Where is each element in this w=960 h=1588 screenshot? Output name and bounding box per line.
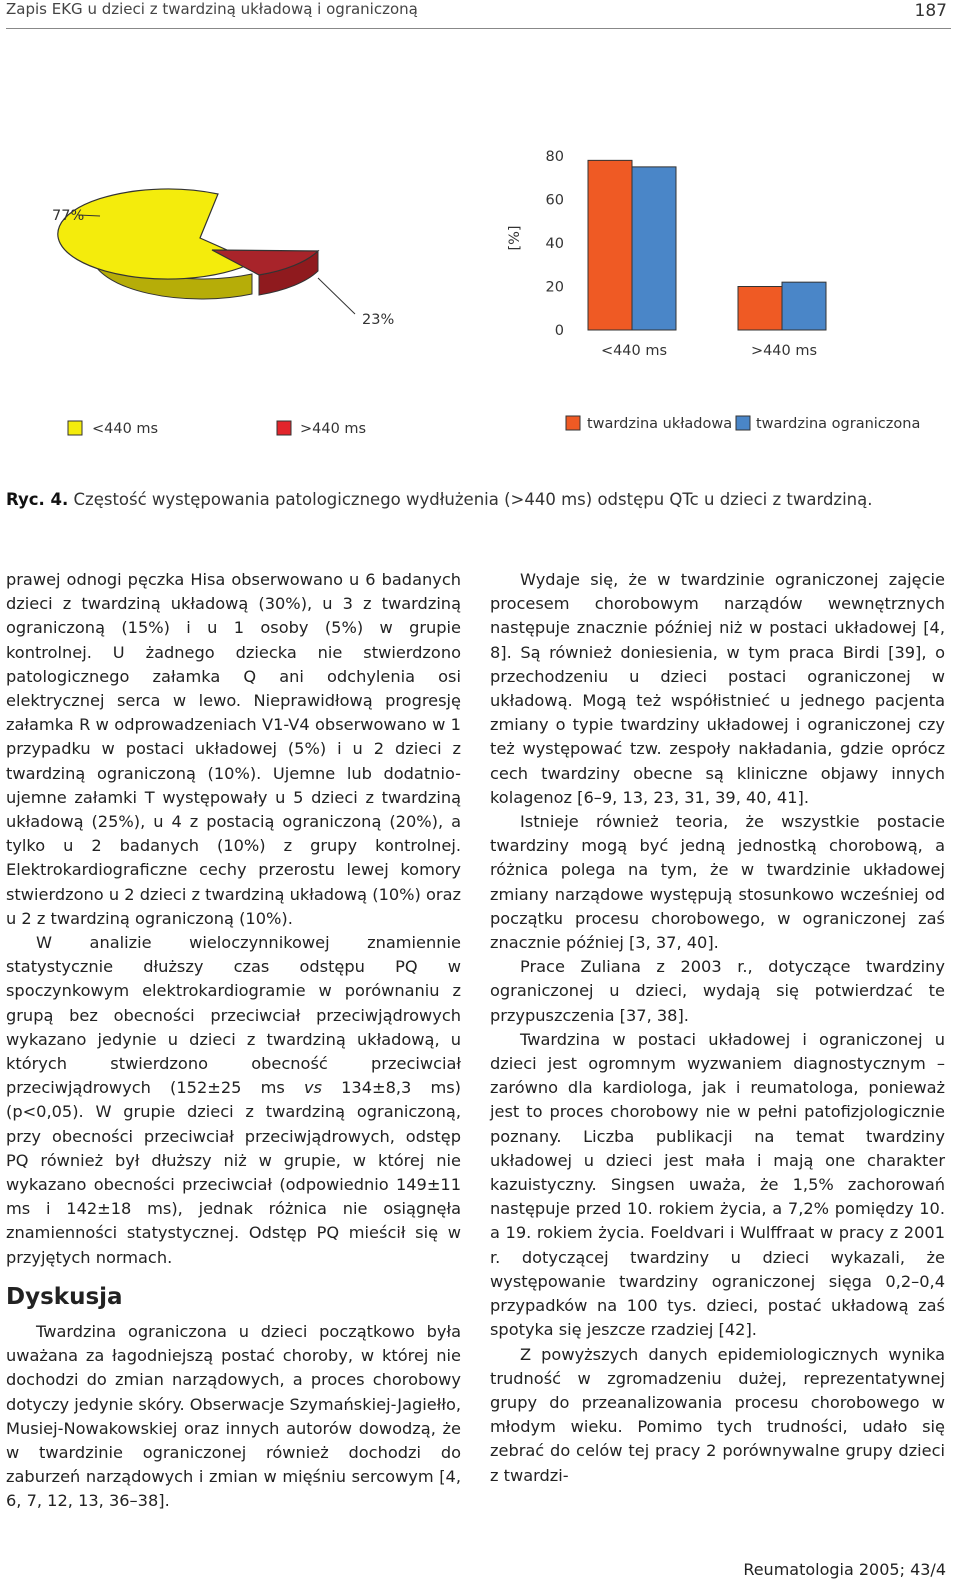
y-tick-label-4: 80 <box>545 149 564 165</box>
paragraph-part: 134±8,3 ms) (p<0,05). W grupie dzieci z twardziną ograniczoną, przy obecności przeciwciał przeciwjądrowych, odstęp PQ również był dłuższy niż w grupie, w której nie wykazano obecności przeciwciał (odpowiednio 149±11 ms i 142±18 ms), jednak różnica nie osiągnęła znamienności statystycznej. Odstęp PQ mieścił się w przyjętych normach. <box>6 1078 461 1267</box>
right-column <box>490 568 945 1488</box>
section-heading: Dyskusja <box>6 1283 123 1310</box>
legend-swatch-blue <box>736 416 750 430</box>
pie-label-77: 77% <box>52 208 85 224</box>
paragraph: Wydaje się, że w twardzinie ograniczonej zajęcie procesem chorobowym narządów wewnętrznych następuje znacznie później niż w postaci układowej [4, 8]. Są również doniesienia, w tym praca Birdi [39], o przechodzeniu u dzieci postaci ograniczonej w układową. Mogą też współistnieć u jednego pacjenta zmiany o typie twardziny układowej i ograniczonej czy też występować tzw. zespoły nakładania, gdzie oprócz cech twardziny obecne są kliniczne objawy innych kolagenoz [6–9, 13, 23, 31, 39, 40, 41]. <box>490 570 945 807</box>
figure-caption-label: Ryc. 4. <box>6 490 69 509</box>
paragraph <box>6 931 461 1270</box>
page-number: 187 <box>914 1 947 21</box>
bar-1-0 <box>738 287 782 331</box>
running-header <box>6 0 951 29</box>
legend-swatch-orange <box>566 416 580 430</box>
bar-chart <box>507 149 826 359</box>
pie-slice-77 <box>58 189 254 279</box>
legend-swatch-red <box>277 421 291 435</box>
paragraph: Twardzina w postaci układowej i ograniczonej u dzieci jest ogromnym wyzwaniem diagnostycznym – zarówno dla kardiologa, jak i reumatologa, ponieważ jest to proces chorobowy nie w pełni patofizjologicznie poznany. Liczba publikacji na temat twardziny układowej u dzieci jest mała i mają one charakter kazuistyczny. Singsen uważa, że 1,5% zachorowań następuje przed 10. rokiem życia, a 7,2% pomiędzy 10. a 19. rokiem życia. Foeldvari i Wulffraat w pracy z 2001 r. dotyczącej twardziny u dzieci wykazali, że występowanie twardziny ograniczonej sięga 0,2–0,4 przypadków na 100 tys. dzieci, postać układową zaś spotyka się jeszcze rzadziej [42]. <box>490 1029 945 1340</box>
bar-0-1 <box>632 167 676 330</box>
pie-label-23: 23% <box>362 312 395 328</box>
bar-0-0 <box>588 160 632 330</box>
y-tick-label-3: 60 <box>545 192 564 209</box>
figure-4 <box>0 130 960 450</box>
legend-label-lt440: <440 ms <box>92 421 159 437</box>
legend-label-uklad: twardzina układowa <box>587 416 733 432</box>
italic-vs: vs <box>303 1078 322 1098</box>
journal-footer: Reumatologia 2005; 43/4 <box>743 1560 946 1579</box>
legend-swatch-yellow <box>68 421 82 435</box>
x-tick-label-1: >440 ms <box>750 343 818 359</box>
x-tick-label-0: <440 ms <box>600 343 668 359</box>
legend-label-gt440: >440 ms <box>300 421 367 437</box>
bar-legend <box>566 416 920 432</box>
paragraph: Z powyższych danych epidemiologicznych wynika trudność w zgromadzeniu dużej, reprezentatywnej grupy do przeanalizowania procesu chorobowego w młodym wieku. Pomimo tych trudności, udało się zebrać do celów tej pracy 2 porównywalne grupy dzieci z twardzi- <box>490 1344 945 1485</box>
pie-leader-23 <box>318 278 355 314</box>
paragraph: Istnieje również teoria, że wszystkie postacie twardziny mogą być jedną jednostką chorobową, a różnica polega na tym, że w twardzinie układowej zmiany narządowe występują stosunkowo wcześniej od początku procesu chorobowego, w ograniczonej zaś znacznie później [3, 37, 40]. <box>490 812 945 953</box>
paragraph: prawej odnogi pęczka Hisa obserwowano u 6 badanych dzieci z twardziną układową (30%), u 3 z twardziną ograniczoną (15%) i u 1 osoby (5%) w grupie kontrolnej. U żadnego dziecka nie stwierdzono patologicznego załamka Q ani odchylenia osi elektrycznej serca w lewo. Nieprawidłową progresję załamka R w odprowadzeniach V1-V4 obserwowano w 1 przypadku w postaci układowej (5%) i u 2 dzieci z twardziną ograniczoną (10%). Ujemne lub dodatnio-ujemne załamki T występowały u 5 dzieci z twardziną układową (25%), u 4 z postacią ograniczoną (20%), a tylko u 2 badanych (10%) z grupy kontrolnej. Elektrokardiograficzne cechy przerostu lewej komory stwierdzono u 2 dzieci z twardziną układową (10%) oraz u 2 z twardziną ograniczoną (10%). <box>6 570 461 928</box>
paragraph: Prace Zuliana z 2003 r., dotyczące twardziny ograniczonej u dzieci, wydają się potwierdzać te przypuszczenia [37, 38]. <box>490 957 945 1025</box>
paragraph: Twardzina ograniczona u dzieci początkowo była uważana za łagodniejszą postać choroby, w której nie dochodzi do zmian narządowych, a proces chorobowy dotyczy jedynie skóry. Obserwacje Szymańskiej-Jagiełło, Musiej-Nowakowskiej oraz innych autorów dowodzą, że w twardzinie ograniczonej również dochodzi do zaburzeń narządowych i zmian w mięśniu sercowym [4, 6, 7, 12, 13, 36–38]. <box>6 1321 461 1511</box>
legend-label-ogranicz: twardzina ograniczona <box>756 416 921 432</box>
figure-svg <box>0 130 960 450</box>
pie-legend <box>68 421 366 437</box>
figure-caption <box>6 490 872 509</box>
running-title: Zapis EKG u dzieci z twardziną układową i ograniczoną <box>6 0 418 18</box>
y-tick-label-1: 20 <box>545 279 564 296</box>
paragraph-part: W analizie wieloczynnikowej znamiennie statystycznie dłuższy czas odstępu PQ w spoczynkowym elektrokardiogramie w porównaniu z grupą bez obecności przeciwciał przeciwjądrowych wykazano jedynie u dzieci z twardziną układową, u których stwierdzono obecność przeciwciał przeciwjądrowych (152±25 ms <box>6 933 461 1098</box>
bar-y-axis-label: [%] <box>507 225 523 251</box>
y-tick-label-0: 0 <box>554 323 564 339</box>
figure-caption-text: Częstość występowania patologicznego wydłużenia (>440 ms) odstępu QTc u dzieci z twardziną. <box>73 490 873 509</box>
y-tick-label-2: 40 <box>545 236 564 252</box>
pie-chart <box>52 189 394 328</box>
bar-1-1 <box>782 282 826 330</box>
left-column <box>6 568 461 1514</box>
